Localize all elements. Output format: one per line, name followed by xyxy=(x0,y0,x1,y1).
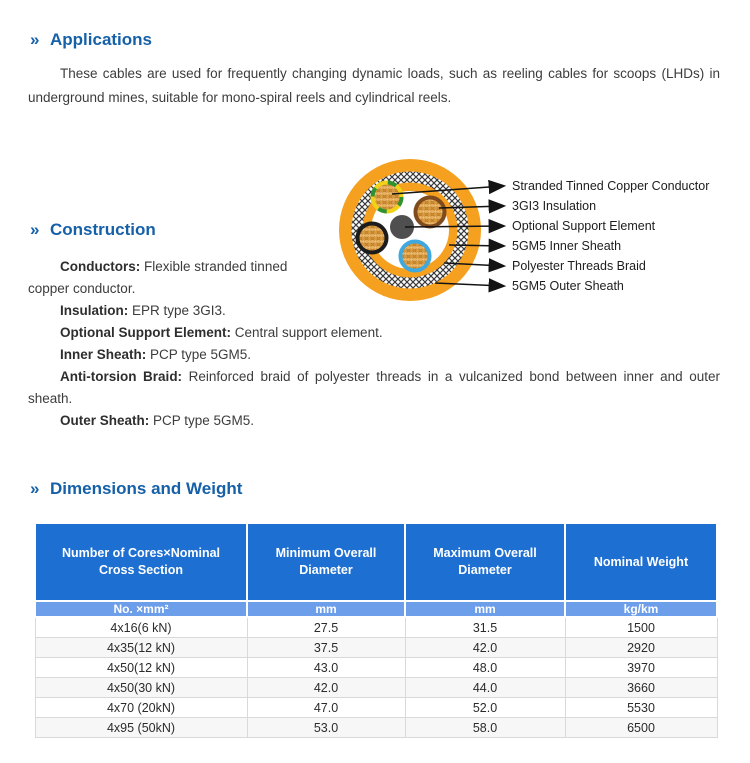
column-unit: kg/km xyxy=(565,601,717,617)
arrow-support xyxy=(405,226,503,227)
table-cell: 37.5 xyxy=(247,638,405,658)
dimensions-heading-label: Dimensions and Weight xyxy=(50,479,243,498)
construction-item-label: Outer Sheath: xyxy=(60,413,150,428)
table-row xyxy=(35,718,717,738)
column-header: Nominal Weight xyxy=(565,523,717,601)
section-marker-icon: » xyxy=(30,30,40,49)
construction-item-label: Optional Support Element: xyxy=(60,325,231,340)
table-cell: 53.0 xyxy=(247,718,405,738)
construction-item-label: Anti-torsion Braid: xyxy=(60,369,183,384)
table-row xyxy=(35,678,717,698)
diagram-label: 3GI3 Insulation xyxy=(512,199,597,213)
arrow-inner-sheath xyxy=(449,245,503,246)
table-row xyxy=(35,617,717,638)
applications-heading xyxy=(30,30,152,50)
construction-item xyxy=(60,259,287,274)
table-cell: 42.0 xyxy=(405,638,565,658)
construction-item-text: Central support element. xyxy=(231,325,383,340)
applications-paragraph: These cables are used for frequently changing dynamic loads, such as reeling cables for scoops (LHDs) in underground mines, suitable for mono-spiral reels and cylindrical reels. xyxy=(28,66,720,105)
table-cell: 27.5 xyxy=(247,617,405,638)
construction-item xyxy=(60,325,383,340)
column-unit: mm xyxy=(405,601,565,617)
construction-item-text: Reinforced braid of polyester threads in a vulcanized bond between inner and outer sheath. xyxy=(28,369,720,406)
table-cell: 5530 xyxy=(565,698,717,718)
construction-item-text: PCP type 5GM5. xyxy=(149,413,255,428)
table-cell: 3660 xyxy=(565,678,717,698)
table-cell: 44.0 xyxy=(405,678,565,698)
construction-item-text: copper conductor. xyxy=(28,281,136,296)
construction-item-label: Inner Sheath: xyxy=(60,347,147,362)
construction-item-label: Conductors: xyxy=(60,259,141,274)
conductor-core-brown xyxy=(416,198,445,227)
cable-cross-section-diagram xyxy=(335,150,750,310)
table-row xyxy=(35,698,717,718)
construction-item xyxy=(28,281,135,296)
table-cell: 58.0 xyxy=(405,718,565,738)
column-unit: No. ×mm² xyxy=(35,601,247,617)
column-unit: mm xyxy=(247,601,405,617)
construction-item-text: EPR type 3GI3. xyxy=(128,303,226,318)
table-units-row xyxy=(35,601,717,617)
construction-item-text: Flexible stranded tinned xyxy=(140,259,288,274)
section-marker-icon: » xyxy=(30,479,40,498)
table-cell: 4x50(30 kN) xyxy=(35,678,247,698)
diagram-label: Optional Support Element xyxy=(512,219,656,233)
construction-item xyxy=(28,366,720,410)
table-cell: 4x50(12 kN) xyxy=(35,658,247,678)
dimensions-heading xyxy=(30,479,242,499)
construction-item-label: Insulation: xyxy=(60,303,129,318)
construction-item-text: PCP type 5GM5. xyxy=(146,347,252,362)
table-cell: 43.0 xyxy=(247,658,405,678)
construction-item xyxy=(60,413,254,428)
diagram-label: 5GM5 Outer Sheath xyxy=(512,279,624,293)
table-row xyxy=(35,658,717,678)
table-cell: 31.5 xyxy=(405,617,565,638)
diagram-label: 5GM5 Inner Sheath xyxy=(512,239,622,253)
table-cell: 2920 xyxy=(565,638,717,658)
table-cell: 6500 xyxy=(565,718,717,738)
diagram-label: Stranded Tinned Copper Conductor xyxy=(512,179,710,193)
table-cell: 4x35(12 kN) xyxy=(35,638,247,658)
section-marker-icon: » xyxy=(30,220,40,239)
construction-heading-label: Construction xyxy=(50,220,156,239)
construction-item xyxy=(60,303,226,318)
construction-item xyxy=(60,347,251,362)
diagram-label: Polyester Threads Braid xyxy=(512,259,646,273)
table-cell: 47.0 xyxy=(247,698,405,718)
table-cell: 4x70 (20kN) xyxy=(35,698,247,718)
table-cell: 48.0 xyxy=(405,658,565,678)
table-header-row xyxy=(35,523,717,601)
column-header: Number of Cores×Nominal Cross Section xyxy=(35,523,247,601)
table-row xyxy=(35,638,717,658)
dimensions-table xyxy=(34,522,718,738)
table-cell: 52.0 xyxy=(405,698,565,718)
table-cell: 42.0 xyxy=(247,678,405,698)
table-cell: 1500 xyxy=(565,617,717,638)
table-cell: 4x16(6 kN) xyxy=(35,617,247,638)
table-cell: 3970 xyxy=(565,658,717,678)
dimensions-table-body xyxy=(35,617,717,738)
column-header: Minimum Overall Diameter xyxy=(247,523,405,601)
conductor-core-yellow-green xyxy=(373,183,402,212)
applications-heading-label: Applications xyxy=(50,30,153,49)
conductor-core-black xyxy=(358,224,387,253)
construction-heading xyxy=(30,220,156,240)
column-header: Maximum Overall Diameter xyxy=(405,523,565,601)
conductor-core-blue xyxy=(401,242,430,271)
table-cell: 4x95 (50kN) xyxy=(35,718,247,738)
